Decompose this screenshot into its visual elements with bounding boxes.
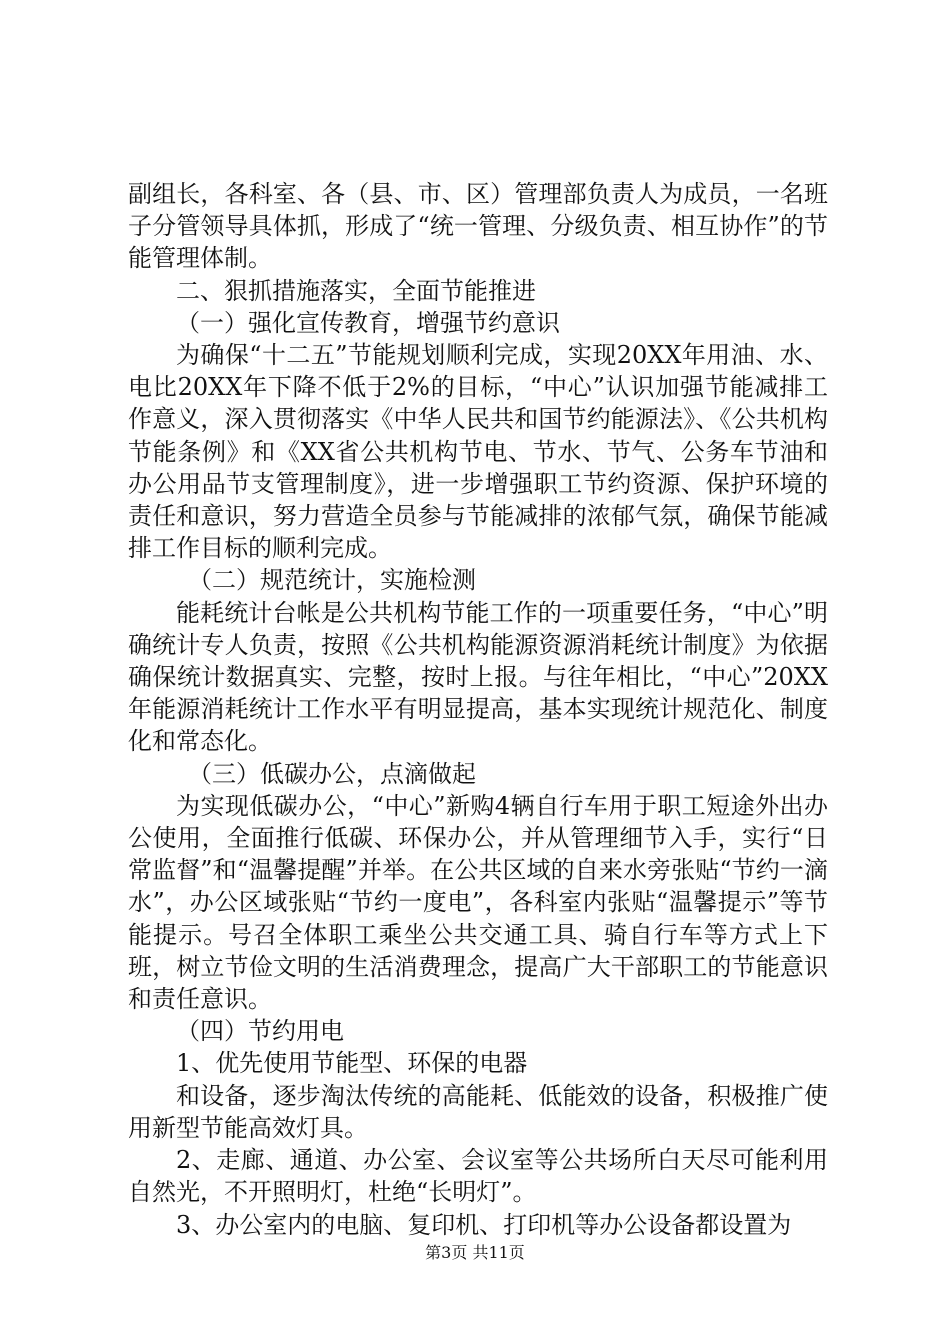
subsection-heading: （四）节约用电 xyxy=(176,1017,344,1046)
paragraph: 为确保“十二五”节能规划顺利完成，实现20XX年用油、水、电比20XX年下降不低于2%的目标，“中心”认识加强节能减排工作意义，深入贯彻落实《中华人民共和国节约能源法》、《公共机构节能条例》和《XX省公共机构节电、节水、节气、公务车节油和办公用品节支管理制度》，进一步增强职工节约资源、保护环境的责任和意识，努力营造全员参与节能减排的浓郁气氛，确保节能减排工作目标的顺利完成。 xyxy=(128,341,828,563)
paragraph: 能耗统计台帐是公共机构节能工作的一项重要任务，“中心”明确统计专人负责，按照《公共机构能源资源消耗统计制度》为依据确保统计数据真实、完整，按时上报。与往年相比，“中心”20XX年能源消耗统计工作水平有明显提高，基本实现统计规范化、制度化和常态化。 xyxy=(128,598,828,756)
subsection-heading: （三）低碳办公，点滴做起 xyxy=(188,759,476,788)
page-number: 第3页 共11页 xyxy=(425,1243,525,1262)
section-heading: 二、狠抓措施落实，全面节能推进 xyxy=(176,276,536,305)
document-body xyxy=(128,178,828,1241)
subsection-heading: （二）规范统计，实施检测 xyxy=(188,566,476,595)
paragraph: 为实现低碳办公，“中心”新购4辆自行车用于职工短途外出办公使用，全面推行低碳、环保办公，并从管理细节入手，实行“日常监督”和“温馨提醒”并举。在公共区域的自来水旁张贴“节约一滴水”，办公区域张贴“节约一度电”，各科室内张贴“温馨提示”等节能提示。号召全体职工乘坐公共交通工具、骑自行车等方式上下班，树立节俭文明的生活消费理念，提高广大干部职工的节能意识和责任意识。 xyxy=(128,791,828,1014)
list-item: 2、走廊、通道、办公室、会议室等公共场所白天尽可能利用自然光，不开照明灯，杜绝“长明灯”。 xyxy=(128,1146,828,1207)
list-item: 3、办公室内的电脑、复印机、打印机等办公设备都设置为 xyxy=(176,1210,792,1239)
paragraph: 和设备，逐步淘汰传统的高能耗、低能效的设备，积极推广使用新型节能高效灯具。 xyxy=(128,1081,828,1142)
subsection-heading: （一）强化宣传教育，增强节约意识 xyxy=(176,308,560,337)
list-item: 1、优先使用节能型、环保的电器 xyxy=(176,1049,528,1078)
paragraph-continuation: 副组长，各科室、各（县、市、区）管理部负责人为成员，一名班子分管领导具体抓，形成了“统一管理、分级负责、相互协作”的节能管理体制。 xyxy=(128,180,828,273)
